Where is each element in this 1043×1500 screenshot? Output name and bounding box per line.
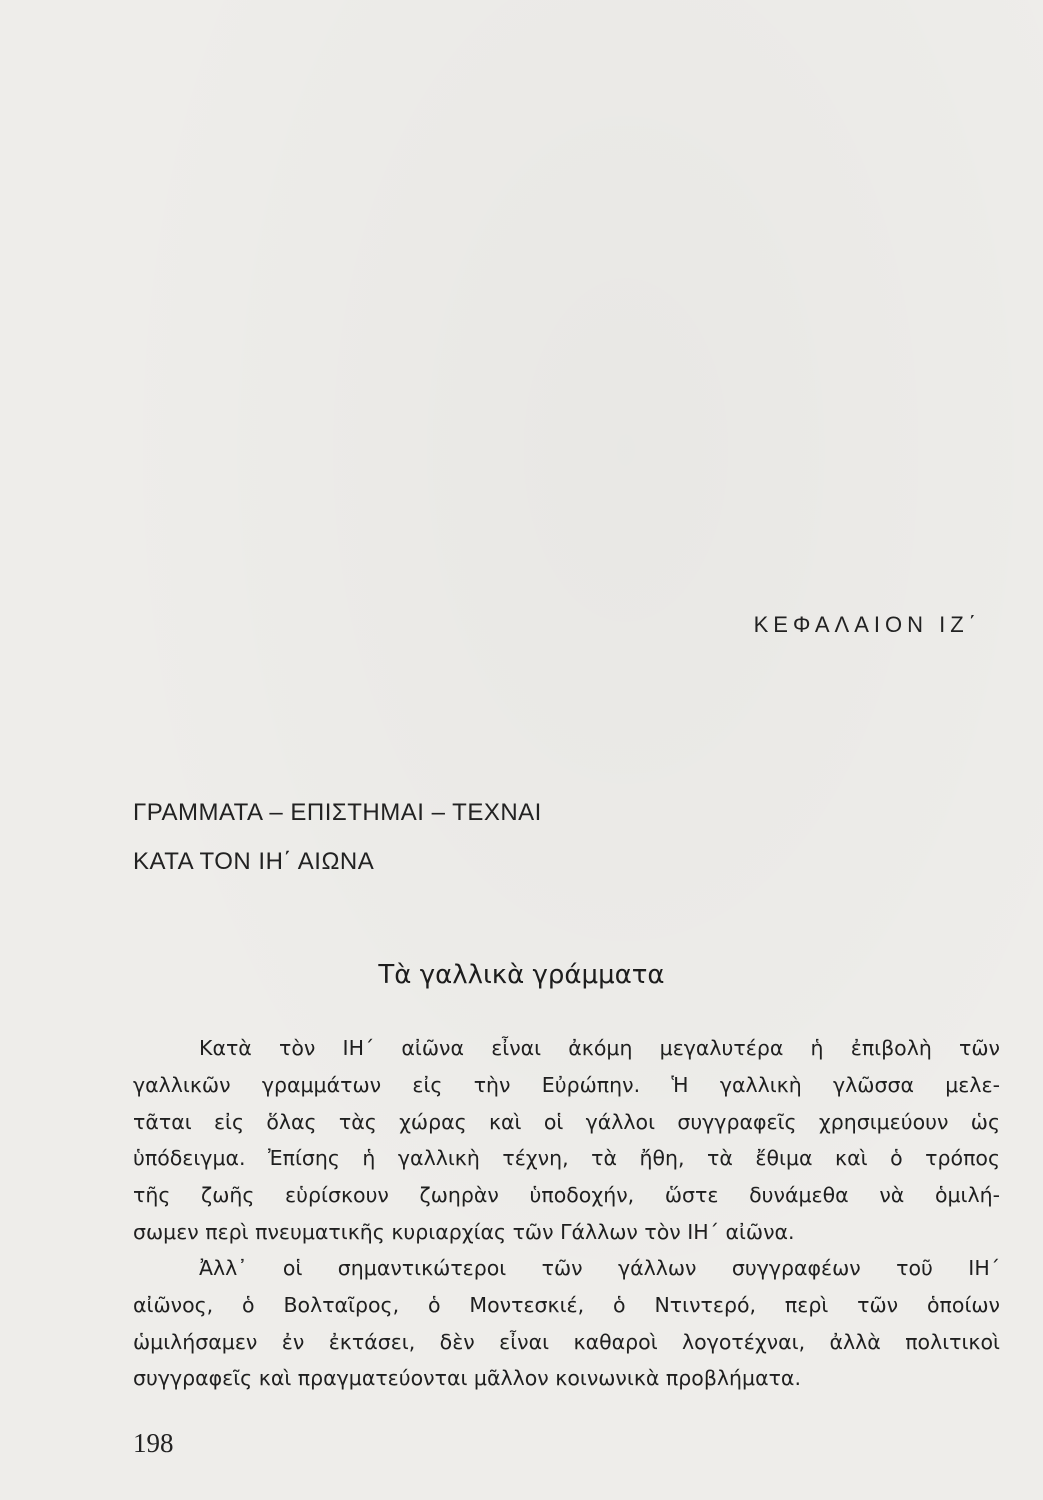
- paragraph-2: [133, 1250, 1000, 1397]
- paragraph-line: σωμεν περὶ πνευματικῆς κυριαρχίας τῶν Γάλλων τὸν ΙΗ΄ αἰῶνα.: [133, 1219, 795, 1244]
- paragraph-line: γαλλικῶν γραμμάτων εἰς τὴν Εὐρώπην. Ἡ γαλλικὴ γλῶσσα μελε-: [133, 1072, 1000, 1097]
- chapter-title-line-1: ΓΡΑΜΜΑΤΑ – ΕΠΙΣΤΗΜΑΙ – ΤΕΧΝΑΙ: [133, 799, 542, 826]
- paragraph-line: ὑπόδειγμα. Ἐπίσης ἡ γαλλικὴ τέχνη, τὰ ἤθη, τὰ ἔθιμα καὶ ὁ τρόπος: [133, 1146, 1000, 1171]
- paragraph-line: Κατὰ τὸν ΙΗ΄ αἰῶνα εἶναι ἀκόμη μεγαλυτέρα ἡ ἐπιβολὴ τῶν: [199, 1036, 1000, 1060]
- paragraph-line: συγγραφεῖς καὶ πραγματεύονται μᾶλλον κοινωνικὰ προβλήματα.: [133, 1366, 801, 1391]
- section-heading: Τὰ γαλλικὰ γράμματα: [378, 960, 665, 990]
- paragraph-line: Ἀλλ᾽ οἱ σημαντικώτεροι τῶν γάλλων συγγραφέων τοῦ ΙΗ΄: [199, 1256, 1000, 1280]
- paragraph-line: αἰῶνος, ὁ Βολταῖρος, ὁ Μοντεσκιέ, ὁ Ντιντερό, περὶ τῶν ὁποίων: [133, 1292, 1000, 1317]
- paragraph-line: τῆς ζωῆς εὑρίσκουν ζωηρὰν ὑποδοχήν, ὥστε δυνάμεθα νὰ ὁμιλή-: [133, 1183, 1000, 1208]
- paragraph-1: [133, 1030, 1000, 1251]
- paragraph-line: ὡμιλήσαμεν ἐν ἐκτάσει, δὲν εἶναι καθαροὶ λογοτέχναι, ἀλλὰ πολιτικοὶ: [133, 1329, 1000, 1354]
- paragraph-line: τᾶται εἰς ὅλας τὰς χώρας καὶ οἱ γάλλοι συγγραφεῖς χρησιμεύουν ὡς: [133, 1109, 1000, 1134]
- chapter-title-line-2: ΚΑΤΑ ΤΟΝ ΙΗ΄ ΑΙΩΝΑ: [133, 848, 375, 875]
- page-number: 198: [133, 1428, 174, 1458]
- chapter-label: ΚΕΦΑΛΑΙΟΝ ΙΖ΄: [753, 612, 981, 637]
